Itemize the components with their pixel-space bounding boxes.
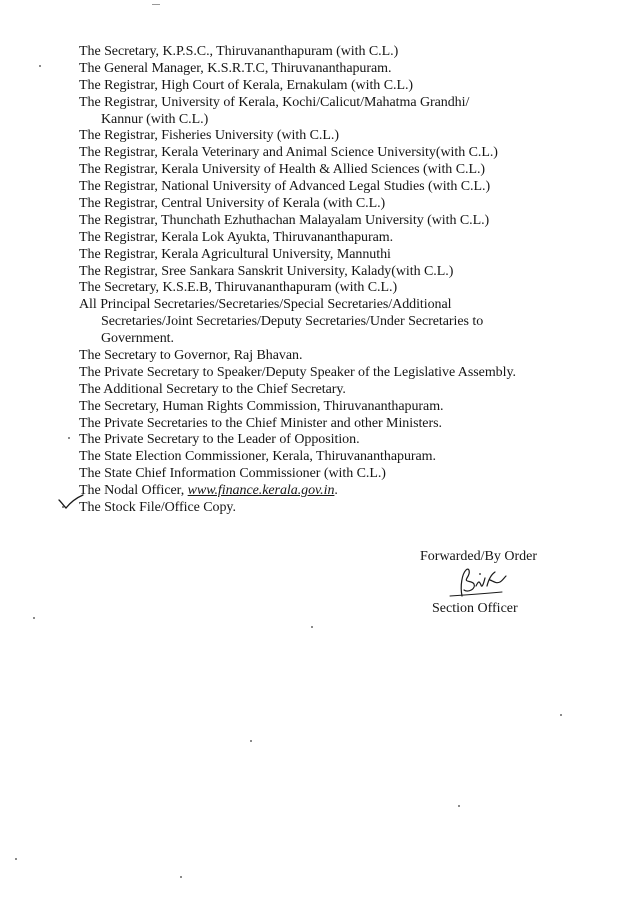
- scan-speck: [180, 876, 182, 878]
- list-item: The Private Secretaries to the Chief Minister and other Ministers.: [79, 415, 442, 431]
- section-officer-title: Section Officer: [432, 601, 518, 616]
- list-item: The Registrar, Kerala Lok Ayukta, Thiruvananthapuram.: [79, 229, 394, 245]
- list-item: The State Election Commissioner, Kerala, Thiruvananthapuram.: [79, 449, 436, 465]
- finance-website-link[interactable]: www.finance.kerala.gov.in: [187, 483, 335, 499]
- scan-speck: [458, 805, 460, 807]
- nodal-officer-line: [79, 483, 624, 500]
- scan-speck: [15, 858, 17, 860]
- list-item: The Registrar, Kerala University of Health & Allied Sciences (with C.L.): [79, 162, 486, 178]
- list-item: The Private Secretary to Speaker/Deputy Speaker of the Legislative Assembly.: [79, 364, 516, 380]
- scan-speck: [39, 65, 41, 67]
- stock-file-line: The Stock File/Office Copy.: [79, 500, 236, 516]
- list-item: The Registrar, Thunchath Ezhuthachan Malayalam University (with C.L.): [79, 212, 490, 228]
- list-item: The General Manager, K.S.R.T.C, Thiruvananthapuram.: [79, 60, 392, 76]
- list-item-continuation: Kannur (with C.L.): [101, 111, 209, 127]
- list-item: The Registrar, Sree Sankara Sanskrit University, Kalady(with C.L.): [79, 263, 454, 279]
- list-item: The Registrar, Fisheries University (with C.L.): [79, 128, 339, 144]
- distribution-list: [79, 44, 624, 517]
- list-item: The Registrar, Kerala Agricultural University, Mannuthi: [79, 246, 391, 262]
- list-item: The Secretary, Human Rights Commission, Thiruvananthapuram.: [79, 398, 444, 414]
- list-item: The Registrar, University of Kerala, Kochi/Calicut/Mahatma Grandhi/: [79, 94, 470, 110]
- list-item: The State Chief Information Commissioner (with C.L.): [79, 466, 386, 482]
- scan-speck: [62, 506, 64, 508]
- nodal-officer-label: The Nodal Officer,: [79, 483, 188, 499]
- list-item: The Registrar, Kerala Veterinary and Animal Science University(with C.L.): [79, 145, 498, 161]
- scan-speck: [33, 617, 35, 619]
- list-item: The Secretary, K.P.S.C., Thiruvananthapuram (with C.L.): [79, 44, 399, 59]
- scan-speck: [68, 437, 70, 439]
- list-item: All Principal Secretaries/Secretaries/Special Secretaries/Additional: [79, 297, 452, 313]
- handwritten-signature: [440, 566, 510, 600]
- list-item: The Private Secretary to the Leader of Opposition.: [79, 432, 360, 448]
- list-item: The Registrar, Central University of Kerala (with C.L.): [79, 196, 386, 212]
- scan-speck: [560, 714, 562, 716]
- list-item: The Registrar, High Court of Kerala, Ernakulam (with C.L.): [79, 77, 414, 93]
- list-item: The Additional Secretary to the Chief Secretary.: [79, 381, 346, 397]
- scan-speck: [311, 626, 313, 628]
- list-item: The Secretary to Governor, Raj Bhavan.: [79, 348, 303, 364]
- list-item-continuation: Government.: [101, 331, 174, 347]
- list-item-continuation: Secretaries/Joint Secretaries/Deputy Secretaries/Under Secretaries to: [101, 314, 484, 330]
- scan-mark: [152, 4, 160, 5]
- forwarded-by-order: Forwarded/By Order: [420, 549, 538, 564]
- scan-speck: [250, 740, 252, 742]
- list-item: The Registrar, National University of Advanced Legal Studies (with C.L.): [79, 179, 491, 195]
- nodal-officer-suffix: .: [334, 483, 338, 499]
- list-item: The Secretary, K.S.E.B, Thiruvananthapuram (with C.L.): [79, 280, 398, 296]
